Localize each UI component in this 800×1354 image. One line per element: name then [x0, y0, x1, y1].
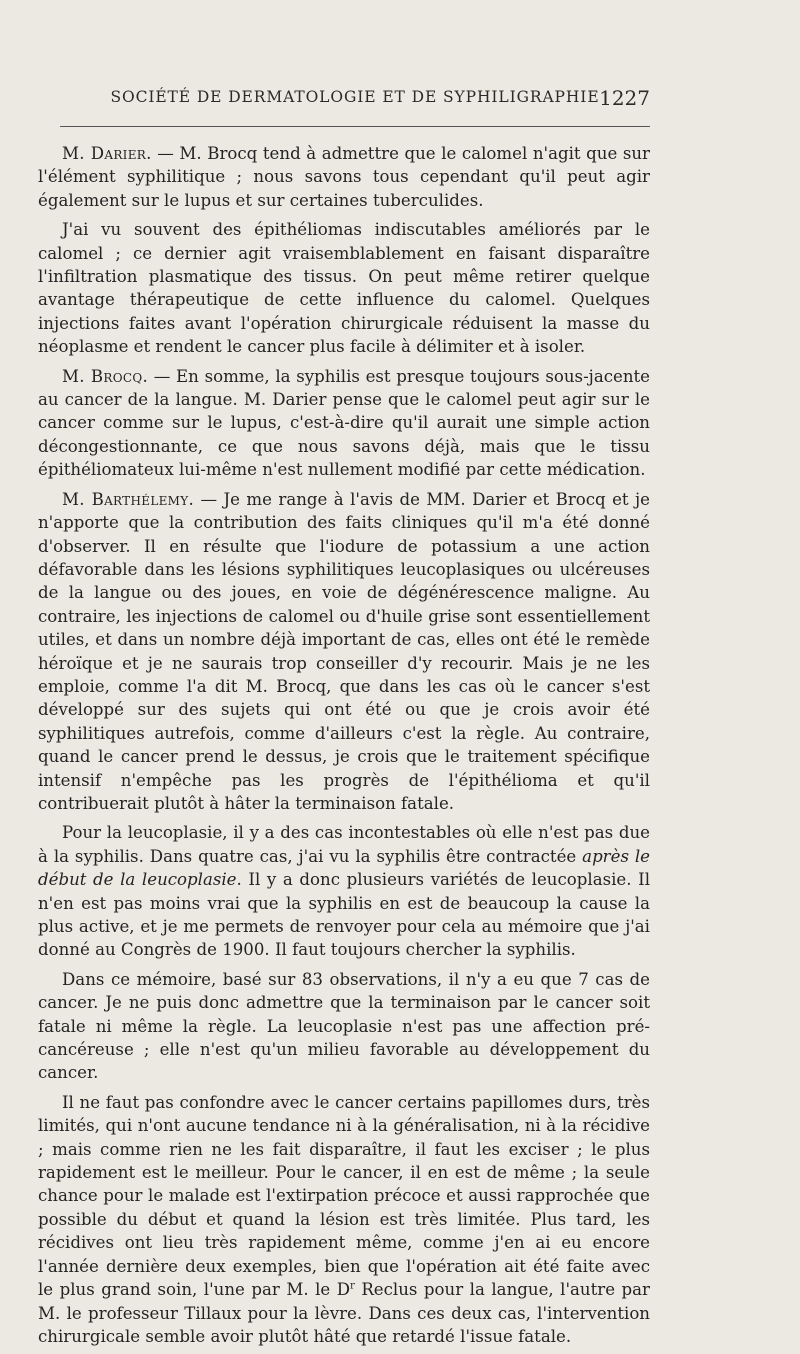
- paragraph-brocq: [38, 365, 650, 482]
- paragraph-darier: [38, 142, 650, 212]
- speaker-brocq: M. Brocq.: [62, 366, 149, 386]
- paragraph-text: Pour la leucoplasie, il y a des cas incontestables où elle n'est pas due à la syphilis. Dans quatre cas, j'ai vu la syphilis être contractée: [38, 823, 650, 866]
- speaker-barthelemy: M. Barthélemy.: [62, 489, 195, 509]
- speaker-darier: M. Darier.: [62, 144, 152, 163]
- paragraph-papillomes: [38, 1091, 650, 1348]
- superscript-r: r: [350, 1280, 355, 1292]
- paragraph-darier-cont: J'ai vu souvent des épithéliomas indiscutables améliorés par le calomel ; ce dernier agit vraisemblablement en faisant disparaître l'infiltration plasmatique des tissus. On peut même retirer quelque avantage thérapeutique de cette influence du calomel. Quelques injections faites avant l'opération chirurgicale réduisent la masse du néoplasme et rendent le cancer plus facile à délimiter et à isoler.: [38, 220, 650, 357]
- paragraph-barthelemy: [38, 488, 650, 816]
- paragraph-text: — En somme, la syphilis est presque toujours sous-jacente au cancer de la langue. M. Darier pense que le calomel peut agir sur le cancer comme sur le lupus, c'est-à-dire qu'il aurait une simple action décongestionnante, ce que nous savons déjà, mais que le tissu épithéliomateux lui-même n'est nullement modifié par cette médication.: [38, 366, 650, 480]
- paragraph-text: — Je me range à l'avis de MM. Darier et Brocq et je n'apporte que la contribution des faits cliniques qu'il m'a été donné d'observer. Il en résulte que l'iodure de potassium a une action défavorable dans les lésions syphilitiques leucoplasiques ou ulcéreuses de la langue ou des joues, en voie de dégénérescence maligne. Au contraire, les injections de calomel ou d'huile grise sont essentiellement utiles, et dans un nombre déjà important de cas, elles ont été le remède héroïque et je ne saurais trop conseiller d'y recourir. Mais je ne les emploie, comme l'a dit M. Brocq, que dans les cas où le cancer s'est développé sur des sujets qui ont été ou que je crois avoir été syphilitiques autrefois, comme d'ailleurs c'est la règle. Au contraire, quand le cancer prend le dessus, je crois que le traitement spécifique intensif n'empêche pas les progrès de l'épithélioma et qu'il contribuerait plutôt à hâter la terminaison fatale.: [38, 489, 650, 813]
- running-header: [60, 88, 650, 114]
- paragraph-leucoplasie: [38, 821, 650, 961]
- paragraph-text: . Il y a donc plusieurs variétés de leucoplasie. Il n'en est pas moins vrai que la syphilis en est de beaucoup la cause la plus active, et je me permets de renvoyer pour cela au mémoire que j'ai donné au Congrès de 1900. Il faut toujours chercher la syphilis.: [38, 870, 651, 960]
- header-rule: [60, 126, 650, 127]
- paragraph-memoire: Dans ce mémoire, basé sur 83 observations, il n'y a eu que 7 cas de cancer. Je ne puis donc admettre que la terminaison par le cancer soit fatale ni même la règle. La leucoplasie n'est pas une affection pré-cancéreuse ; elle n'est qu'un milieu favorable au développement du cancer.: [38, 969, 650, 1083]
- running-title: SOCIÉTÉ DE DERMATOLOGIE ET DE SYPHILIGRAPHIE: [110, 88, 600, 106]
- paragraph-text: Reclus pour la langue, l'autre par M. le professeur Tillaux pour la lèvre. Dans ces deux cas, l'intervention chirurgicale semble avoir plutôt hâté que retardé l'issue fatale.: [38, 1280, 650, 1346]
- paragraph-text: Il ne faut pas confondre avec le cancer certains papillomes durs, très limités, qui n'ont aucune tendance ni à la généralisation, ni à la récidive ; mais comme rien ne les fait disparaître, il faut les exciser ; le plus rapidement est le meilleur. Pour le cancer, il en est de même ; la seule chance pour le malade est l'extirpation précoce et aussi rapprochée que possible du début et quand la lésion est très limitée. Plus tard, les récidives ont lieu très rapidement même, comme j'en ai eu encore l'année dernière deux exemples, bien que l'opération ait été faite avec le plus grand soin, l'une par M. le D: [38, 1092, 650, 1300]
- page-number: 1227: [599, 86, 650, 110]
- article-body: [38, 142, 650, 1354]
- italic-phrase: après le début de la leucoplasie: [38, 846, 651, 890]
- paragraph-text: — M. Brocq tend à admettre que le calomel n'agit que sur l'élément syphilitique ; nous savons tous cependant qu'il peut agir également sur le lupus et sur certaines tuberculides.: [38, 144, 650, 210]
